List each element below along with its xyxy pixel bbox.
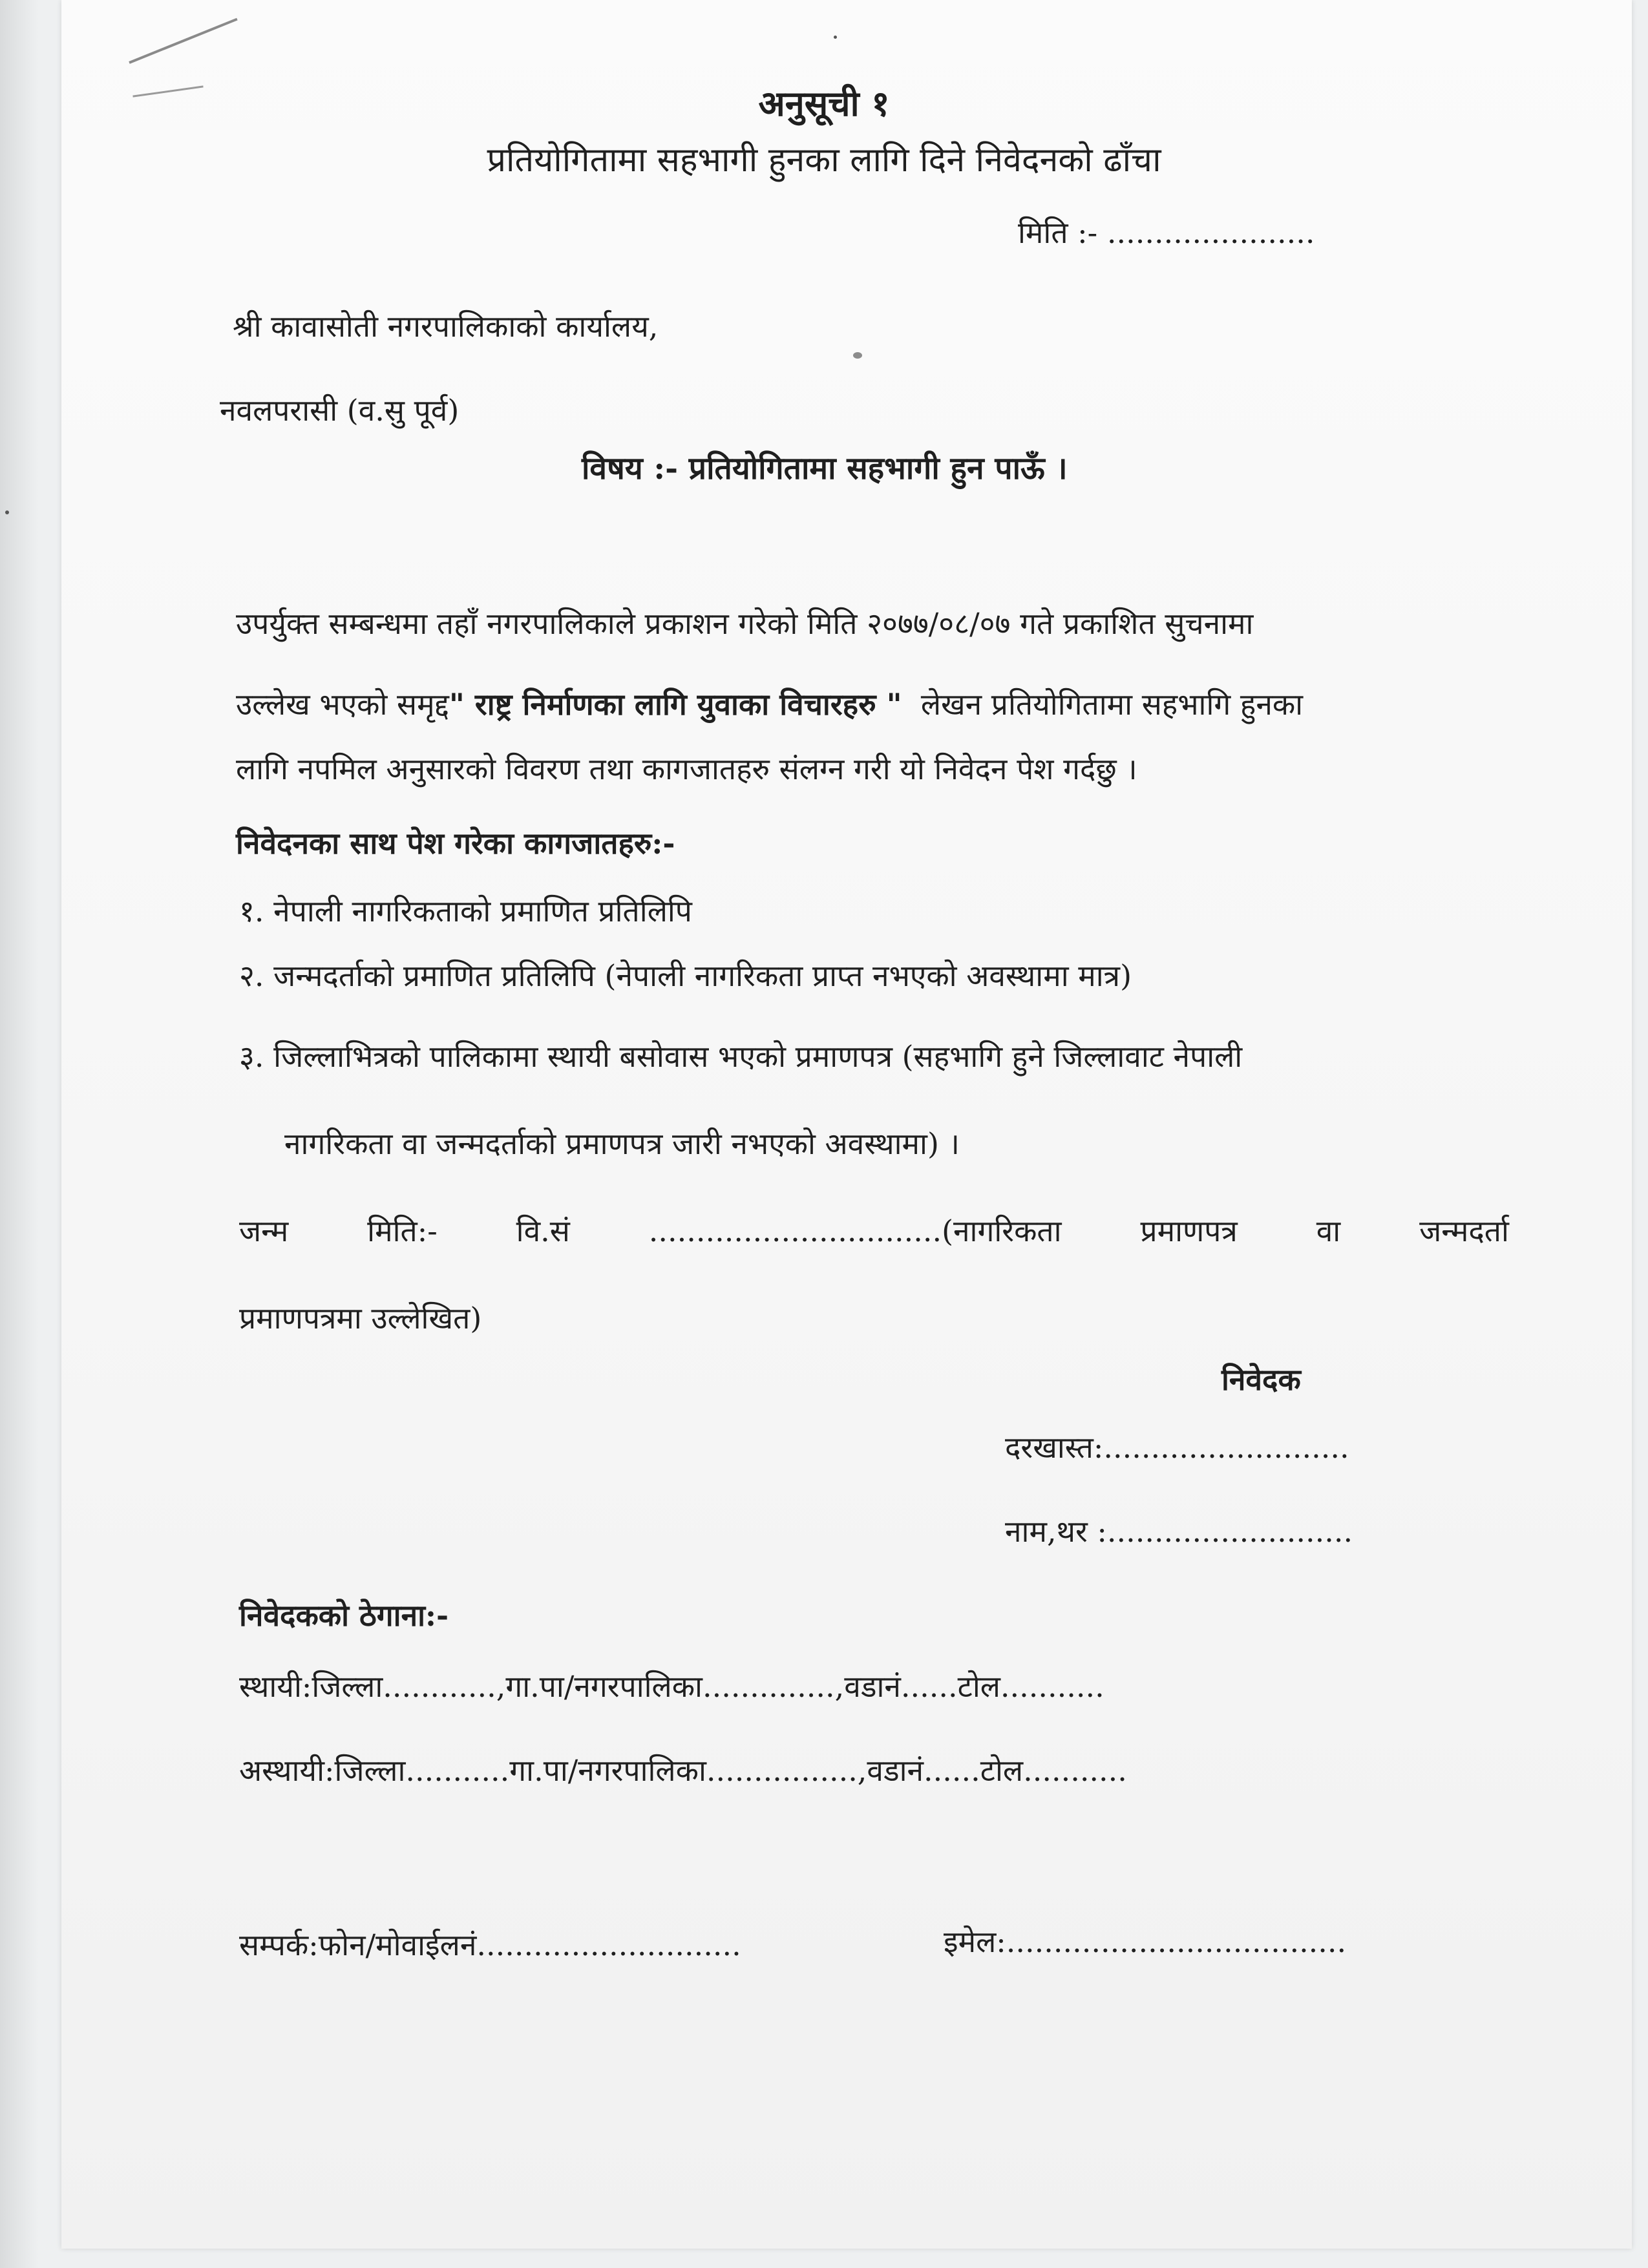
essay-topic: " राष्ट्र निर्माणका लागि युवाका विचारहरु " bbox=[449, 687, 902, 722]
documents-heading: निवेदनका साथ पेश गरेका कागजातहरु:- bbox=[236, 826, 675, 861]
birth-date-blank[interactable]: ...............................(नागरिकता bbox=[648, 1213, 1062, 1248]
body-line-2-start: उल्लेख भएको समृद्द bbox=[236, 687, 449, 722]
body-line-2-end: लेखन प्रतियोगितामा सहभागि हुनका bbox=[920, 687, 1304, 722]
signature-field[interactable]: दरखास्त:.......................... bbox=[1005, 1430, 1349, 1465]
document-item-3-continuation: नागरिकता वा जन्मदर्ताको प्रमाणपत्र जारी नभएको अवस्थामा) । bbox=[284, 1126, 960, 1161]
birth-date-word: मिति:- bbox=[367, 1213, 438, 1248]
subject-line: विषय :- प्रतियोगितामा सहभागी हुन पाऊँ । bbox=[582, 450, 1068, 487]
permanent-address-field[interactable]: स्थायी:जिल्ला............,गा.पा/नगरपालिका..............,वडानं......टोल........... bbox=[239, 1669, 1104, 1704]
body-line-1: उपर्युक्त सम्बन्धमा तहाँ नगरपालिकाले प्रकाशन गरेको मिति २०७७/०८/०७ गते प्रकाशित सुचनामा bbox=[236, 606, 1254, 641]
name-field[interactable]: नाम,थर :.......................... bbox=[1005, 1514, 1353, 1549]
birth-date-word: वा bbox=[1316, 1213, 1341, 1248]
document-item-2: २. जन्मदर्ताको प्रमाणित प्रतिलिपि (नेपाली नागरिकता प्राप्त नभएको अवस्थामा मात्र) bbox=[239, 958, 1132, 993]
birth-date-word: जन्म bbox=[239, 1213, 289, 1248]
scan-speck bbox=[5, 510, 9, 514]
birth-date-line[interactable] bbox=[239, 1212, 1509, 1250]
temporary-address-field[interactable]: अस्थायी:जिल्ला...........गा.पा/नगरपालिका................,वडानं......टोल........... bbox=[239, 1753, 1127, 1788]
birth-date-word: जन्मदर्ता bbox=[1419, 1213, 1509, 1248]
date-field[interactable]: मिति :- ...................... bbox=[1018, 215, 1315, 250]
address-heading: निवेदकको ठेगाना:- bbox=[239, 1598, 449, 1633]
scan-speck bbox=[853, 352, 862, 359]
birth-date-word: प्रमाणपत्र bbox=[1140, 1213, 1238, 1248]
addressee-office: श्री कावासोती नगरपालिकाको कार्यालय, bbox=[233, 309, 659, 344]
email-field[interactable]: इमेल:.................................... bbox=[944, 1924, 1347, 1959]
addressee-location: नवलपरासी (व.सु पूर्व) bbox=[220, 393, 460, 428]
scan-edge-shadow bbox=[0, 0, 39, 2268]
form-title: प्रतियोगितामा सहभागी हुनका लागि दिने निवेदनको ढाँचा bbox=[487, 141, 1161, 180]
body-line-2 bbox=[236, 685, 1303, 724]
document-item-3: ३. जिल्लाभित्रको पालिकामा स्थायी बसोवास भएको प्रमाणपत्र (सहभागि हुने जिल्लावाट नेपाली bbox=[239, 1039, 1243, 1074]
schedule-title: अनुसूची १ bbox=[758, 83, 890, 124]
applicant-label: निवेदक bbox=[1221, 1362, 1301, 1397]
body-line-3: लागि नपमिल अनुसारको विवरण तथा कागजातहरु संलग्न गरी यो निवेदन पेश गर्दछु । bbox=[236, 751, 1137, 786]
phone-field[interactable]: सम्पर्क:फोन/मोवाईलनं............................ bbox=[239, 1927, 741, 1962]
birth-date-continuation: प्रमाणपत्रमा उल्लेखित) bbox=[239, 1301, 482, 1336]
document-item-1: १. नेपाली नागरिकताको प्रमाणित प्रतिलिपि bbox=[239, 894, 692, 929]
scan-speck bbox=[834, 36, 837, 39]
birth-date-word: वि.सं bbox=[516, 1213, 570, 1248]
